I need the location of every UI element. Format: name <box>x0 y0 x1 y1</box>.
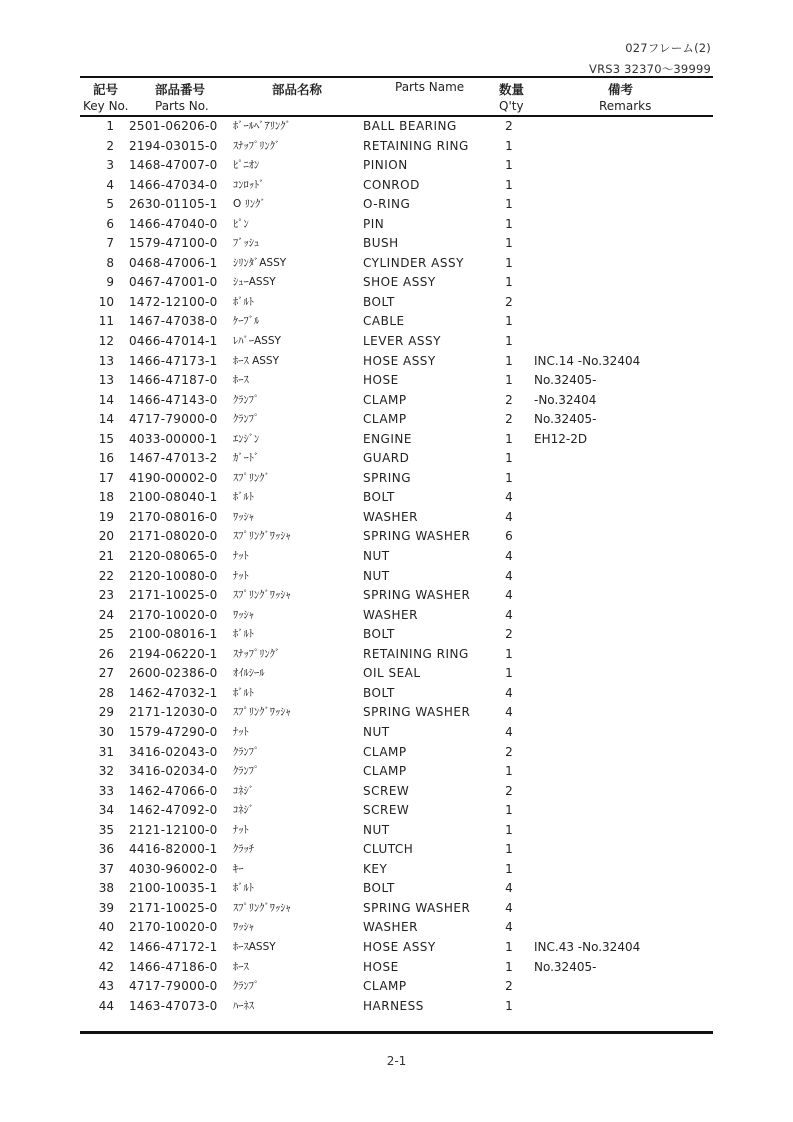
part-name-jp: ｺﾈｼﾞ <box>233 804 254 817</box>
part-name-en: CONROD <box>363 177 420 192</box>
part-name-en: SCREW <box>363 803 410 818</box>
key-no: 16 <box>98 451 114 466</box>
key-no: 24 <box>98 607 114 622</box>
table-row <box>80 743 713 763</box>
col-name-en: Parts Name <box>395 80 465 94</box>
part-number: 2170-08016-0 <box>129 509 218 524</box>
col-qty-en: Q'ty <box>499 99 524 113</box>
part-number: 1466-47173-1 <box>129 353 218 368</box>
table-row <box>80 195 713 215</box>
key-no: 31 <box>98 744 114 759</box>
part-number: 4717-79000-0 <box>129 412 218 427</box>
key-no: 8 <box>106 255 114 270</box>
table-row <box>80 860 713 880</box>
part-name-en: SPRING WASHER <box>363 705 471 720</box>
key-no: 13 <box>98 373 114 388</box>
part-name-jp: ｸﾗﾝﾌﾟ <box>233 980 260 993</box>
quantity: 1 <box>505 255 513 270</box>
part-name-jp: ﾎﾞﾙﾄ <box>233 882 254 895</box>
table-row <box>80 625 713 645</box>
table-row <box>80 684 713 704</box>
key-no: 33 <box>98 783 114 798</box>
part-name-jp: ｹｰﾌﾞﾙ <box>233 315 260 328</box>
part-number: 4030-96002-0 <box>129 861 218 876</box>
part-name-en: SPRING <box>363 470 412 485</box>
key-no: 20 <box>98 529 114 544</box>
table-row <box>80 899 713 919</box>
quantity: 1 <box>505 451 513 466</box>
part-number: 2171-08020-0 <box>129 529 218 544</box>
quantity: 2 <box>505 294 513 309</box>
key-no: 44 <box>98 998 114 1013</box>
table-row <box>80 234 713 254</box>
quantity: 2 <box>505 392 513 407</box>
part-name-jp: ｽﾌﾟﾘﾝｸﾞﾜｯｼｬ <box>233 901 291 914</box>
section-title: 027フレーム(2) <box>625 41 711 55</box>
part-number: 2171-10025-0 <box>129 900 218 915</box>
table-row <box>80 782 713 802</box>
table-row <box>80 391 713 411</box>
quantity: 1 <box>505 666 513 681</box>
part-name-en: CABLE <box>363 314 405 329</box>
part-name-jp: ｸﾗﾝﾌﾟ <box>233 745 260 758</box>
part-number: 0466-47014-1 <box>129 334 218 349</box>
remarks: INC.14 -No.32404 <box>534 353 641 368</box>
quantity: 6 <box>505 529 513 544</box>
table-row <box>80 293 713 313</box>
part-name-en: WASHER <box>363 920 418 935</box>
table-row <box>80 527 713 547</box>
part-number: 1466-47143-0 <box>129 392 218 407</box>
table-row <box>80 449 713 469</box>
key-no: 29 <box>98 705 114 720</box>
part-name-jp: ｽﾅｯﾌﾟﾘﾝｸﾞ <box>233 139 281 152</box>
part-number: 1466-47186-0 <box>129 959 218 974</box>
key-no: 26 <box>98 646 114 661</box>
part-name-jp: ｼﾘﾝﾀﾞASSY <box>233 256 287 269</box>
table-row <box>80 997 713 1017</box>
part-name-en: PIN <box>363 216 385 231</box>
key-no: 37 <box>98 861 114 876</box>
part-name-jp: ﾎﾞﾙﾄ <box>233 295 254 308</box>
key-no: 13 <box>98 353 114 368</box>
part-name-jp: ﾎｰｽ <box>233 960 249 973</box>
col-key-jp: 記号 <box>93 82 119 97</box>
quantity: 1 <box>505 861 513 876</box>
quantity: 1 <box>505 998 513 1013</box>
part-name-jp: ｷｰ <box>233 862 244 875</box>
key-no: 14 <box>98 412 114 427</box>
part-number: 4033-00000-1 <box>129 431 218 446</box>
table-row <box>80 215 713 235</box>
table-row <box>80 567 713 587</box>
part-name-jp: ｽﾌﾟﾘﾝｸﾞﾜｯｼｬ <box>233 589 291 602</box>
part-name-jp: ﾚﾊﾞｰASSY <box>233 335 281 348</box>
part-name-jp: ﾎｰｽ ASSY <box>233 354 280 367</box>
part-number: 1579-47100-0 <box>129 236 218 251</box>
quantity: 1 <box>505 138 513 153</box>
part-number: 1467-47038-0 <box>129 314 218 329</box>
quantity: 1 <box>505 803 513 818</box>
part-number: 0467-47001-0 <box>129 275 218 290</box>
part-number: 2194-06220-1 <box>129 646 218 661</box>
part-name-jp: ｶﾞｰﾄﾞ <box>233 452 260 465</box>
part-name-en: HOSE ASSY <box>363 939 436 954</box>
part-name-en: ENGINE <box>363 431 412 446</box>
quantity: 2 <box>505 627 513 642</box>
quantity: 1 <box>505 959 513 974</box>
part-name-jp: ﾅｯﾄ <box>233 569 249 582</box>
part-name-jp: ﾊｰﾈｽ <box>233 999 254 1012</box>
part-number: 2100-08040-1 <box>129 490 218 505</box>
quantity: 4 <box>505 920 513 935</box>
quantity: 1 <box>505 373 513 388</box>
quantity: 1 <box>505 646 513 661</box>
key-no: 42 <box>98 959 114 974</box>
table-row <box>80 430 713 450</box>
key-no: 9 <box>106 275 114 290</box>
col-qty-jp: 数量 <box>499 82 525 97</box>
table-row <box>80 840 713 860</box>
table-row <box>80 312 713 332</box>
part-number: 2121-12100-0 <box>129 822 218 837</box>
part-number: 1462-47092-0 <box>129 803 218 818</box>
key-no: 17 <box>98 470 114 485</box>
table-row <box>80 508 713 528</box>
part-name-jp: ｽﾌﾟﾘﾝｸﾞﾜｯｼｬ <box>233 530 291 543</box>
part-number: 4717-79000-0 <box>129 979 218 994</box>
table-row <box>80 586 713 606</box>
quantity: 4 <box>505 724 513 739</box>
table-row <box>80 156 713 176</box>
col-name-jp: 部品名称 <box>272 82 323 97</box>
key-no: 42 <box>98 939 114 954</box>
part-number: 4190-00002-0 <box>129 470 218 485</box>
key-no: 28 <box>98 685 114 700</box>
col-pno-jp: 部品番号 <box>155 82 206 97</box>
quantity: 4 <box>505 685 513 700</box>
part-number: 2170-10020-0 <box>129 607 218 622</box>
key-no: 22 <box>98 568 114 583</box>
quantity: 1 <box>505 314 513 329</box>
part-name-en: RETAINING RING <box>363 138 469 153</box>
key-no: 10 <box>98 294 114 309</box>
part-name-en: LEVER ASSY <box>363 334 441 349</box>
part-name-jp: ｴﾝｼﾞﾝ <box>233 432 260 445</box>
page-number: 2-1 <box>386 1054 407 1068</box>
table-row <box>80 469 713 489</box>
table-row <box>80 762 713 782</box>
part-name-jp: O ﾘﾝｸﾞ <box>233 198 266 211</box>
quantity: 1 <box>505 158 513 173</box>
quantity: 4 <box>505 607 513 622</box>
part-name-jp: ﾎｰｽ <box>233 374 249 387</box>
part-name-en: BOLT <box>363 881 395 896</box>
part-name-en: O-RING <box>363 197 411 212</box>
part-name-en: PINION <box>363 158 408 173</box>
part-name-en: NUT <box>363 724 390 739</box>
key-no: 15 <box>98 431 114 446</box>
part-name-jp: ｽﾌﾟﾘﾝｸﾞ <box>233 471 270 484</box>
part-name-en: BOLT <box>363 490 395 505</box>
remarks: No.32405- <box>534 959 597 974</box>
key-no: 2 <box>106 138 114 153</box>
part-name-en: BOLT <box>363 685 395 700</box>
key-no: 3 <box>106 158 114 173</box>
key-no: 21 <box>98 549 114 564</box>
part-name-en: BUSH <box>363 236 399 251</box>
table-row <box>80 547 713 567</box>
key-no: 27 <box>98 666 114 681</box>
table-row <box>80 137 713 157</box>
table-row <box>80 879 713 899</box>
part-name-en: NUT <box>363 549 390 564</box>
table-row <box>80 958 713 978</box>
table-row <box>80 332 713 352</box>
table-row <box>80 410 713 430</box>
part-number: 1462-47032-1 <box>129 685 218 700</box>
part-number: 2171-10025-0 <box>129 588 218 603</box>
key-no: 12 <box>98 334 114 349</box>
part-name-jp: ﾎﾞﾙﾄ <box>233 628 254 641</box>
quantity: 4 <box>505 549 513 564</box>
part-name-en: BOLT <box>363 627 395 642</box>
part-name-en: KEY <box>363 861 388 876</box>
col-rem-en: Remarks <box>599 99 652 113</box>
col-key-en: Key No. <box>83 99 129 113</box>
quantity: 1 <box>505 822 513 837</box>
part-name-en: CLAMP <box>363 412 407 427</box>
table-row <box>80 938 713 958</box>
part-name-en: BALL BEARING <box>363 119 457 133</box>
key-no: 7 <box>106 236 114 251</box>
quantity: 1 <box>505 939 513 954</box>
table-row <box>80 488 713 508</box>
part-name-en: SHOE ASSY <box>363 275 436 290</box>
quantity: 1 <box>505 275 513 290</box>
part-name-en: BOLT <box>363 294 395 309</box>
key-no: 25 <box>98 627 114 642</box>
key-no: 6 <box>106 216 114 231</box>
part-name-jp: ﾜｯｼｬ <box>233 608 254 621</box>
part-number: 1463-47073-0 <box>129 998 218 1013</box>
part-name-en: SPRING WASHER <box>363 529 471 544</box>
part-name-en: WASHER <box>363 607 418 622</box>
part-name-en: GUARD <box>363 451 410 466</box>
col-pno-en: Parts No. <box>155 99 209 113</box>
quantity: 4 <box>505 568 513 583</box>
part-name-en: HOSE <box>363 373 399 388</box>
key-no: 1 <box>106 119 114 133</box>
table-row <box>80 977 713 997</box>
quantity: 4 <box>505 900 513 915</box>
key-no: 19 <box>98 509 114 524</box>
part-number: 2194-03015-0 <box>129 138 218 153</box>
part-number: 1468-47007-0 <box>129 158 218 173</box>
key-no: 11 <box>98 314 114 329</box>
key-no: 36 <box>98 842 114 857</box>
key-no: 23 <box>98 588 114 603</box>
part-number: 1466-47187-0 <box>129 373 218 388</box>
part-name-jp: ﾅｯﾄ <box>233 823 249 836</box>
part-name-en: CLAMP <box>363 764 407 779</box>
quantity: 1 <box>505 334 513 349</box>
quantity: 2 <box>505 783 513 798</box>
part-name-en: SPRING WASHER <box>363 588 471 603</box>
model-range: VRS3 32370～39999 <box>589 62 711 76</box>
part-number: 1466-47034-0 <box>129 177 218 192</box>
key-no: 35 <box>98 822 114 837</box>
part-name-jp: ﾋﾟﾝ <box>233 217 249 230</box>
part-name-en: NUT <box>363 568 390 583</box>
table-row <box>80 117 713 137</box>
table-row <box>80 606 713 626</box>
part-name-jp: ﾌﾞｯｼｭ <box>233 237 260 250</box>
part-number: 1466-47040-0 <box>129 216 218 231</box>
quantity: 4 <box>505 588 513 603</box>
part-number: 2120-10080-0 <box>129 568 218 583</box>
part-name-jp: ｸﾗｯﾁ <box>233 843 254 856</box>
part-number: 2171-12030-0 <box>129 705 218 720</box>
part-name-en: RETAINING RING <box>363 646 469 661</box>
quantity: 1 <box>505 177 513 192</box>
part-number: 2170-10020-0 <box>129 920 218 935</box>
table-row <box>80 176 713 196</box>
part-number: 0468-47006-1 <box>129 255 218 270</box>
part-number: 2630-01105-1 <box>129 197 218 212</box>
key-no: 38 <box>98 881 114 896</box>
part-number: 3416-02034-0 <box>129 764 218 779</box>
part-name-jp: ﾜｯｼｬ <box>233 921 254 934</box>
table-row <box>80 645 713 665</box>
part-name-en: HOSE <box>363 959 399 974</box>
part-number: 3416-02043-0 <box>129 744 218 759</box>
part-number: 1462-47066-0 <box>129 783 218 798</box>
quantity: 1 <box>505 470 513 485</box>
table-row <box>80 273 713 293</box>
part-name-en: WASHER <box>363 509 418 524</box>
key-no: 34 <box>98 803 114 818</box>
key-no: 32 <box>98 764 114 779</box>
part-name-jp: ﾋﾟﾆｵﾝ <box>233 159 260 172</box>
quantity: 1 <box>505 842 513 857</box>
remarks: EH12-2D <box>534 431 588 446</box>
part-name-en: SCREW <box>363 783 410 798</box>
part-number: 2100-08016-1 <box>129 627 218 642</box>
part-name-jp: ｽﾌﾟﾘﾝｸﾞﾜｯｼｬ <box>233 706 291 719</box>
table-row <box>80 254 713 274</box>
part-name-en: CYLINDER ASSY <box>363 255 464 270</box>
part-name-jp: ｸﾗﾝﾌﾟ <box>233 765 260 778</box>
table-row <box>80 664 713 684</box>
quantity: 1 <box>505 216 513 231</box>
remarks: INC.43 -No.32404 <box>534 939 641 954</box>
part-name-jp: ﾎｰｽASSY <box>233 940 276 953</box>
key-no: 14 <box>98 392 114 407</box>
quantity: 1 <box>505 197 513 212</box>
part-name-en: CLAMP <box>363 392 407 407</box>
quantity: 1 <box>505 353 513 368</box>
remarks: No.32405- <box>534 412 597 427</box>
part-name-en: CLUTCH <box>363 842 414 857</box>
quantity: 4 <box>505 509 513 524</box>
quantity: 4 <box>505 705 513 720</box>
quantity: 1 <box>505 764 513 779</box>
part-number: 1472-12100-0 <box>129 294 218 309</box>
part-name-jp: ｸﾗﾝﾌﾟ <box>233 413 260 426</box>
part-name-en: NUT <box>363 822 390 837</box>
part-name-jp: ﾎﾞﾙﾄ <box>233 491 254 504</box>
part-name-en: CLAMP <box>363 744 407 759</box>
part-name-jp: ﾎﾞﾙﾄ <box>233 686 254 699</box>
col-rem-jp: 備考 <box>608 82 634 97</box>
quantity: 4 <box>505 881 513 896</box>
part-number: 2100-10035-1 <box>129 881 218 896</box>
bottom-rule <box>80 1031 713 1034</box>
quantity: 2 <box>505 119 513 133</box>
quantity: 2 <box>505 744 513 759</box>
quantity: 2 <box>505 412 513 427</box>
part-number: 1466-47172-1 <box>129 939 218 954</box>
part-name-en: OIL SEAL <box>363 666 421 681</box>
remarks: No.32405- <box>534 373 597 388</box>
key-no: 4 <box>106 177 114 192</box>
part-name-jp: ﾅｯﾄ <box>233 725 249 738</box>
part-name-jp: ｺﾈｼﾞ <box>233 784 254 797</box>
quantity: 4 <box>505 490 513 505</box>
top-rule <box>80 76 713 78</box>
key-no: 40 <box>98 920 114 935</box>
table-row <box>80 821 713 841</box>
part-name-jp: ｺﾝﾛｯﾄﾞ <box>233 178 265 191</box>
table-row <box>80 371 713 391</box>
part-name-jp: ｼｭｰASSY <box>233 276 276 289</box>
part-number: 1579-47290-0 <box>129 724 218 739</box>
parts-table <box>80 117 713 1016</box>
key-no: 39 <box>98 900 114 915</box>
part-name-jp: ｸﾗﾝﾌﾟ <box>233 393 260 406</box>
table-row <box>80 801 713 821</box>
part-number: 1467-47013-2 <box>129 451 218 466</box>
part-number: 2600-02386-0 <box>129 666 218 681</box>
quantity: 1 <box>505 236 513 251</box>
key-no: 5 <box>106 197 114 212</box>
key-no: 30 <box>98 724 114 739</box>
quantity: 2 <box>505 979 513 994</box>
part-name-en: HARNESS <box>363 998 424 1013</box>
part-name-jp: ｵｲﾙｼｰﾙ <box>233 667 265 680</box>
table-row <box>80 352 713 372</box>
table-row <box>80 918 713 938</box>
part-name-en: CLAMP <box>363 979 407 994</box>
part-name-en: SPRING WASHER <box>363 900 471 915</box>
key-no: 43 <box>98 979 114 994</box>
table-row <box>80 723 713 743</box>
part-number: 2120-08065-0 <box>129 549 218 564</box>
part-name-jp: ﾅｯﾄ <box>233 550 249 563</box>
part-name-en: HOSE ASSY <box>363 353 436 368</box>
remarks: -No.32404 <box>534 392 597 407</box>
table-row <box>80 703 713 723</box>
part-number: 4416-82000-1 <box>129 842 218 857</box>
quantity: 1 <box>505 431 513 446</box>
part-name-jp: ﾎﾞｰﾙﾍﾞｱﾘﾝｸﾞ <box>233 120 291 132</box>
key-no: 18 <box>98 490 114 505</box>
part-number: 2501-06206-0 <box>129 119 218 133</box>
part-name-jp: ﾜｯｼｬ <box>233 510 254 523</box>
part-name-jp: ｽﾅｯﾌﾟﾘﾝｸﾞ <box>233 647 281 660</box>
